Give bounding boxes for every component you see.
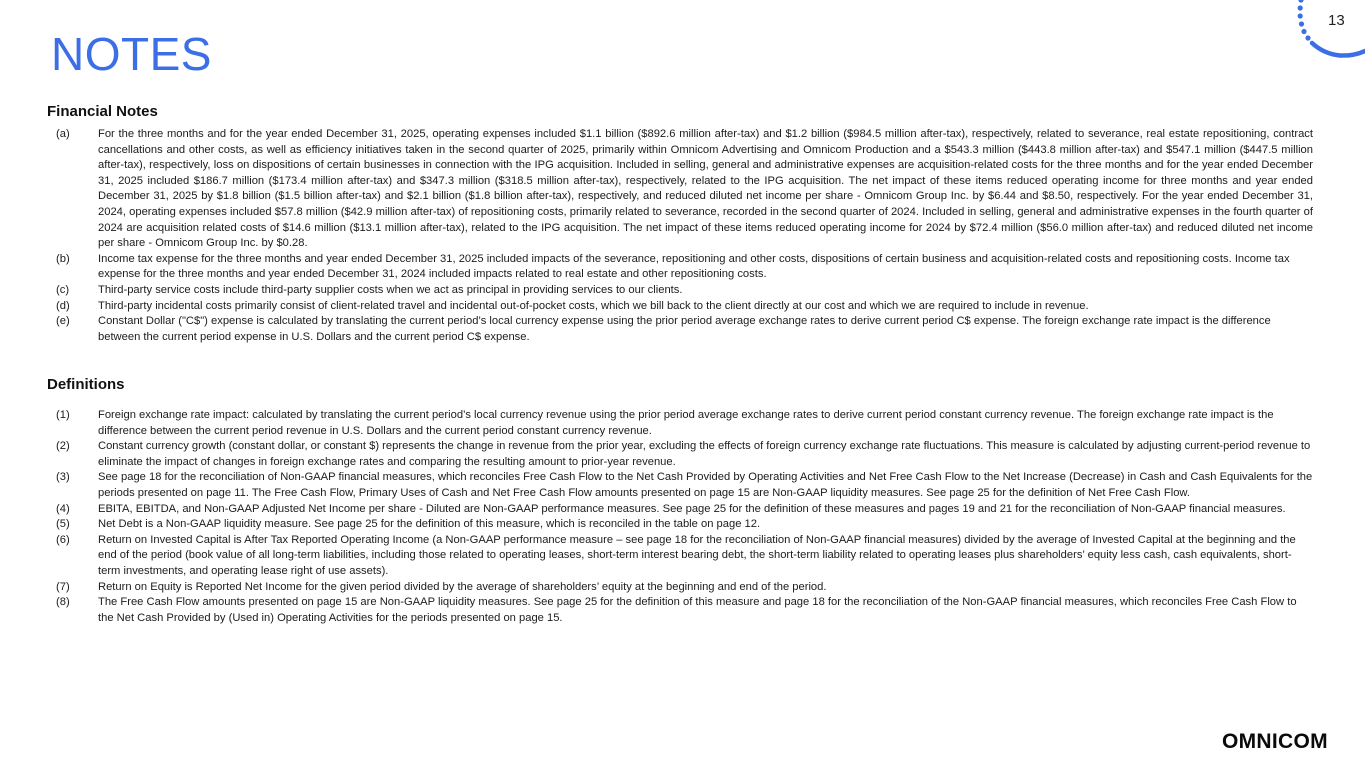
financial-notes-list (56, 127, 1313, 345)
note-label: (b) (56, 252, 70, 265)
definition-text: Return on Equity is Reported Net Income for the given period divided by the average of shareholders’ equity at the beginning and end of the period. (98, 580, 827, 593)
note-text: Constant Dollar ("C$") expense is calculated by translating the current period’s local currency expense using the prior period average exchange rates to derive current period C$ expense. The foreign exchange rate impact is the difference between the current period expense in U.S. Dollars and the current period C$ expense. (98, 315, 1271, 343)
definition-text: The Free Cash Flow amounts presented on page 15 are Non-GAAP liquidity measures. See page 25 for the definition of this measure and page 18 for the reconciliation of the Non-GAAP financial measures, which reconciles Free Cash Flow to the Net Cash Provided by (Used in) Operating Activities for the periods presented on page 15. (98, 596, 1297, 624)
definition-label: (7) (56, 580, 70, 593)
definition-label: (3) (56, 471, 70, 484)
definition-label: (6) (56, 533, 70, 546)
note-text: Income tax expense for the three months and year ended December 31, 2025 included impacts of the severance, repositioning and other costs, dispositions of certain business and acquisition-related costs and repositioning costs. Income tax expense for the three months and year ended December 31, 2024 included impacts related to real estate and other repositioning costs. (98, 252, 1290, 281)
list-item (56, 127, 1313, 252)
omnicom-logo: OMNICOM (1222, 730, 1328, 753)
financial-notes-heading: Financial Notes (47, 103, 158, 120)
definition-label: (2) (56, 440, 70, 453)
note-label: (e) (56, 315, 70, 328)
definition-text: Foreign exchange rate impact: calculated by translating the current period’s local currency revenue using the prior period average exchange rates to derive current period constant currency revenue. The foreign exchange rate impact is the difference between the current period revenue in U.S. Dollars and the current period constant currency revenue. (98, 409, 1274, 437)
page-number: 13 (1328, 12, 1345, 29)
list-item (56, 595, 1313, 626)
note-label: (c) (56, 283, 70, 296)
list-item (56, 517, 1313, 533)
definition-label: (1) (56, 409, 70, 421)
note-text: Third-party incidental costs primarily consist of client-related travel and incidental out-of-pocket costs, which we bill back to the client directly at our cost and which we are required to include in revenue. (98, 299, 1089, 312)
definition-text: Return on Invested Capital is After Tax Reported Operating Income (a Non-GAAP performance measure – see page 18 for the reconciliation of Non-GAAP financial measures) divided by the average of Invested Capital at the beginning and the end of the period (book value of all long-term liabilities, including those related to operating leases, short-term interest bearing debt, the short-term liability related to operating leases plus shareholders’ equity less cash, cash equivalents, short-term investments, and operating lease right of use assets). (98, 533, 1296, 577)
list-item (56, 470, 1313, 501)
definition-label: (4) (56, 502, 70, 515)
definition-label: (8) (56, 596, 70, 609)
list-item (56, 252, 1313, 283)
definitions-list (56, 408, 1313, 626)
list-item (56, 314, 1313, 345)
list-item (56, 299, 1313, 315)
list-item (56, 439, 1313, 470)
definition-text: Net Debt is a Non-GAAP liquidity measure. See page 25 for the definition of this measure, which is reconciled in the table on page 12. (98, 518, 761, 531)
note-text: For the three months and for the year ended December 31, 2025, operating expenses included $1.1 billion ($892.6 million after-tax) and $1.2 billion ($984.5 million after-tax), respectively, related to severance, real estate repositioning, contract cancellations and other costs, as well as efficiency initiatives taken in the second quarter of 2025, primarily within Omnicom Advertising and Omnicom Production and a $543.3 million ($443.8 million after-tax) and $547.1 million ($447.5 million after-tax), respectively, loss on dispositions of certain businesses in connection with the IPG acquisition. Included in selling, general and administrative expenses are acquisition-related costs for the three months and for the year ended December 31, 2025 included $186.7 million ($173.4 million after-tax) and $347.3 million ($318.5 million after-tax), respectively, related to the IPG acquisition. The net impact of these items reduced operating income for three months and year ended December 31, 2025 by $1.8 billion ($1.5 billion after-tax) and $2.1 billion ($1.8 billion after-tax), respectively, and reduced diluted net income per share - Omnicom Group Inc. by $6.44 and $8.50, respectively. For the year ended December 31, 2024, operating expenses included $57.8 million ($42.9 million after-tax) of repositioning costs, primarily related to severance, recorded in the second quarter of 2024. Included in selling, general and administrative expenses in the fourth quarter of 2024 are acquisition related costs of $14.6 million ($13.1 million after-tax), related to the IPG acquisition. The net impact of these items reduced operating income for 2024 by $72.4 million ($56.0 million after-tax) and reduced diluted net income per share - Omnicom Group Inc. by $0.28. (98, 128, 1313, 250)
note-label: (d) (56, 299, 70, 312)
definitions-heading: Definitions (47, 376, 125, 393)
list-item (56, 502, 1313, 518)
list-item (56, 533, 1313, 580)
list-item (56, 408, 1313, 439)
list-item (56, 580, 1313, 596)
definition-text: See page 18 for the reconciliation of Non-GAAP financial measures, which reconciles Free Cash Flow to the Net Cash Provided by Operating Activities and Net Free Cash Flow to the Net Increase (Decrease) in Cash and Cash Equivalents for the periods presented on page 11. The Free Cash Flow, Primary Uses of Cash and Net Free Cash Flow amounts presented on page 15 are Non-GAAP liquidity measures. See page 25 for the definition of Net Free Cash Flow. (98, 471, 1313, 499)
definition-text: Constant currency growth (constant dollar, or constant $) represents the change in revenue from the prior year, excluding the effects of foreign currency exchange rate fluctuations. This measure is calculated by adjusting current-period revenue to eliminate the impact of changes in foreign exchange rates and comparing the resulting amount to prior-year revenue. (98, 440, 1311, 468)
decorative-arc-icon (1290, 0, 1365, 60)
page-title: NOTES (51, 28, 212, 80)
note-label: (a) (56, 128, 70, 140)
note-text: Third-party service costs include third-party supplier costs when we act as principal in providing services to our clients. (98, 283, 683, 296)
definition-text: EBITA, EBITDA, and Non-GAAP Adjusted Net Income per share - Diluted are Non-GAAP performance measures. See page 25 for the definition of these measures and pages 19 and 21 for the reconciliation of Non-GAAP financial measures. (98, 502, 1286, 515)
list-item (56, 283, 1313, 299)
definition-label: (5) (56, 518, 70, 531)
